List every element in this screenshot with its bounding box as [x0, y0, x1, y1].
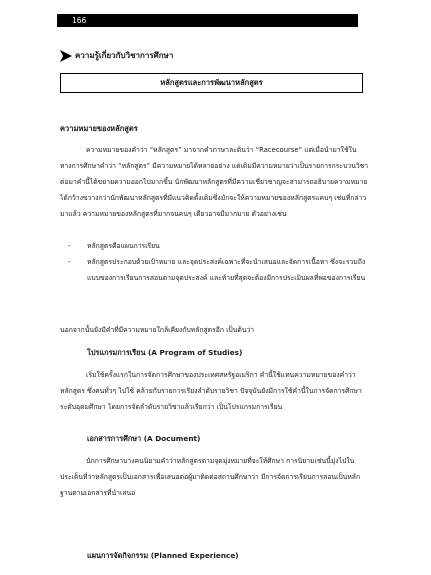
arrow-bullet-icon — [60, 50, 72, 62]
meaning-paragraph — [60, 142, 370, 222]
header-bar — [57, 14, 358, 27]
boxed-title — [60, 73, 363, 93]
bullet-dash: - — [68, 242, 71, 250]
list-item — [60, 254, 372, 286]
program-paragraph-text: เริ่มใช้ครั้งแรกในการจัดการศึกษาของประเทศสหรัฐอเมริกา คำนี้ใช้แทนความหมายของคำว่าหลักสูตร ซึ่งคนทั่วๆ ไปใช้ คล้ายกับรายการเรียงลำดับรายวิชา ปัจจุบันยังมีการใช้คำนี้ในการจัดการศึกษาระดับอุดมศึกษา โดยการจัดลำดับรายวิชาแล้วเรียกว่า เป็นโปรแกรมการเรียน — [60, 371, 362, 411]
list-item — [60, 238, 372, 254]
section-title — [60, 50, 173, 62]
document-paragraph-text: นักการศึกษาบางคนนิยามคำว่าหลักสูตรตามจุดมุ่งหมายที่จะให้ศึกษา การนิยามเช่นนี้มุ่งไปในประเด็นที่ว่าหลักสูตรเป็นเอกสารเพื่อเสนอต่อผู้มาติดต่อสถานศึกษาว่า มีการจัดการเรียนการสอนเป็นหลักฐานตามเอกสารที่นำเสนอ — [60, 457, 361, 497]
meaning-heading: ความหมายของหลักสูตร — [60, 124, 138, 133]
meaning-paragraph-text: ความหมายของคำว่า “หลักสูตร” มาจากคำภาษาละตินว่า “Racecourse” แต่เมื่อนำมาใช้ในทางการศึกษาคำว่า “หลักสูตร” มีความหมายได้หลายอย่าง แต่เดิมมีความหมายว่าเป็นรายการกระบวนวิชาต่อมาคำนี้ได้ขยายความออกไปมากขึ้น นักพัฒนาหลักสูตรที่มีความเชี่ยวชาญจะสามารถอธิบายความหมายได้กว้างขวางกว่านักพัฒนาหลักสูตรที่มีแนวคิดดั้งเดิมซึ่งมักจะให้ความหมายของหลักสูตรแคบๆ เช่นที่กล่าวมาแล้ว ความหมายของหลักสูตรที่มากจนคนๆ เดียวอาจมีมากมาย ตัวอย่างเช่น — [60, 146, 369, 218]
meaning-bullet-list — [60, 238, 372, 286]
list-item-text: หลักสูตรคือแผนการเรียน — [87, 242, 160, 250]
section-title-text: ความรู้เกี่ยวกับวิชาการศึกษา — [75, 51, 174, 60]
meaning-closing: นอกจากนั้นยังมีคำที่มีความหมายใกล้เคียงกับหลักสูตรอีก เป็นต้นว่า — [60, 326, 255, 334]
page-number: 166 — [72, 16, 87, 25]
list-item-text: หลักสูตรประกอบด้วยเป้าหมาย และจุดประสงค์เฉพาะที่จะนำเสนอและจัดการเนื้อหา ซึ่งจะรวมถึงแบบของการเรียนการสอนตามจุดประสงค์ และท้ายที่สุดจะต้องมีการประเมินผลที่พอของการเรียน — [87, 258, 366, 282]
document-paragraph — [60, 453, 370, 501]
program-paragraph — [60, 367, 370, 415]
boxed-title-text: หลักสูตรและการพัฒนาหลักสูตร — [160, 78, 263, 87]
bullet-dash: - — [68, 258, 71, 266]
document-heading: เอกสารการศึกษา (A Document) — [87, 434, 201, 443]
program-heading: โปรแกรมการเรียน (A Program of Studies) — [87, 348, 243, 357]
planned-heading: แผนการจัดกิจกรรม (Planned Experience) — [87, 551, 239, 560]
